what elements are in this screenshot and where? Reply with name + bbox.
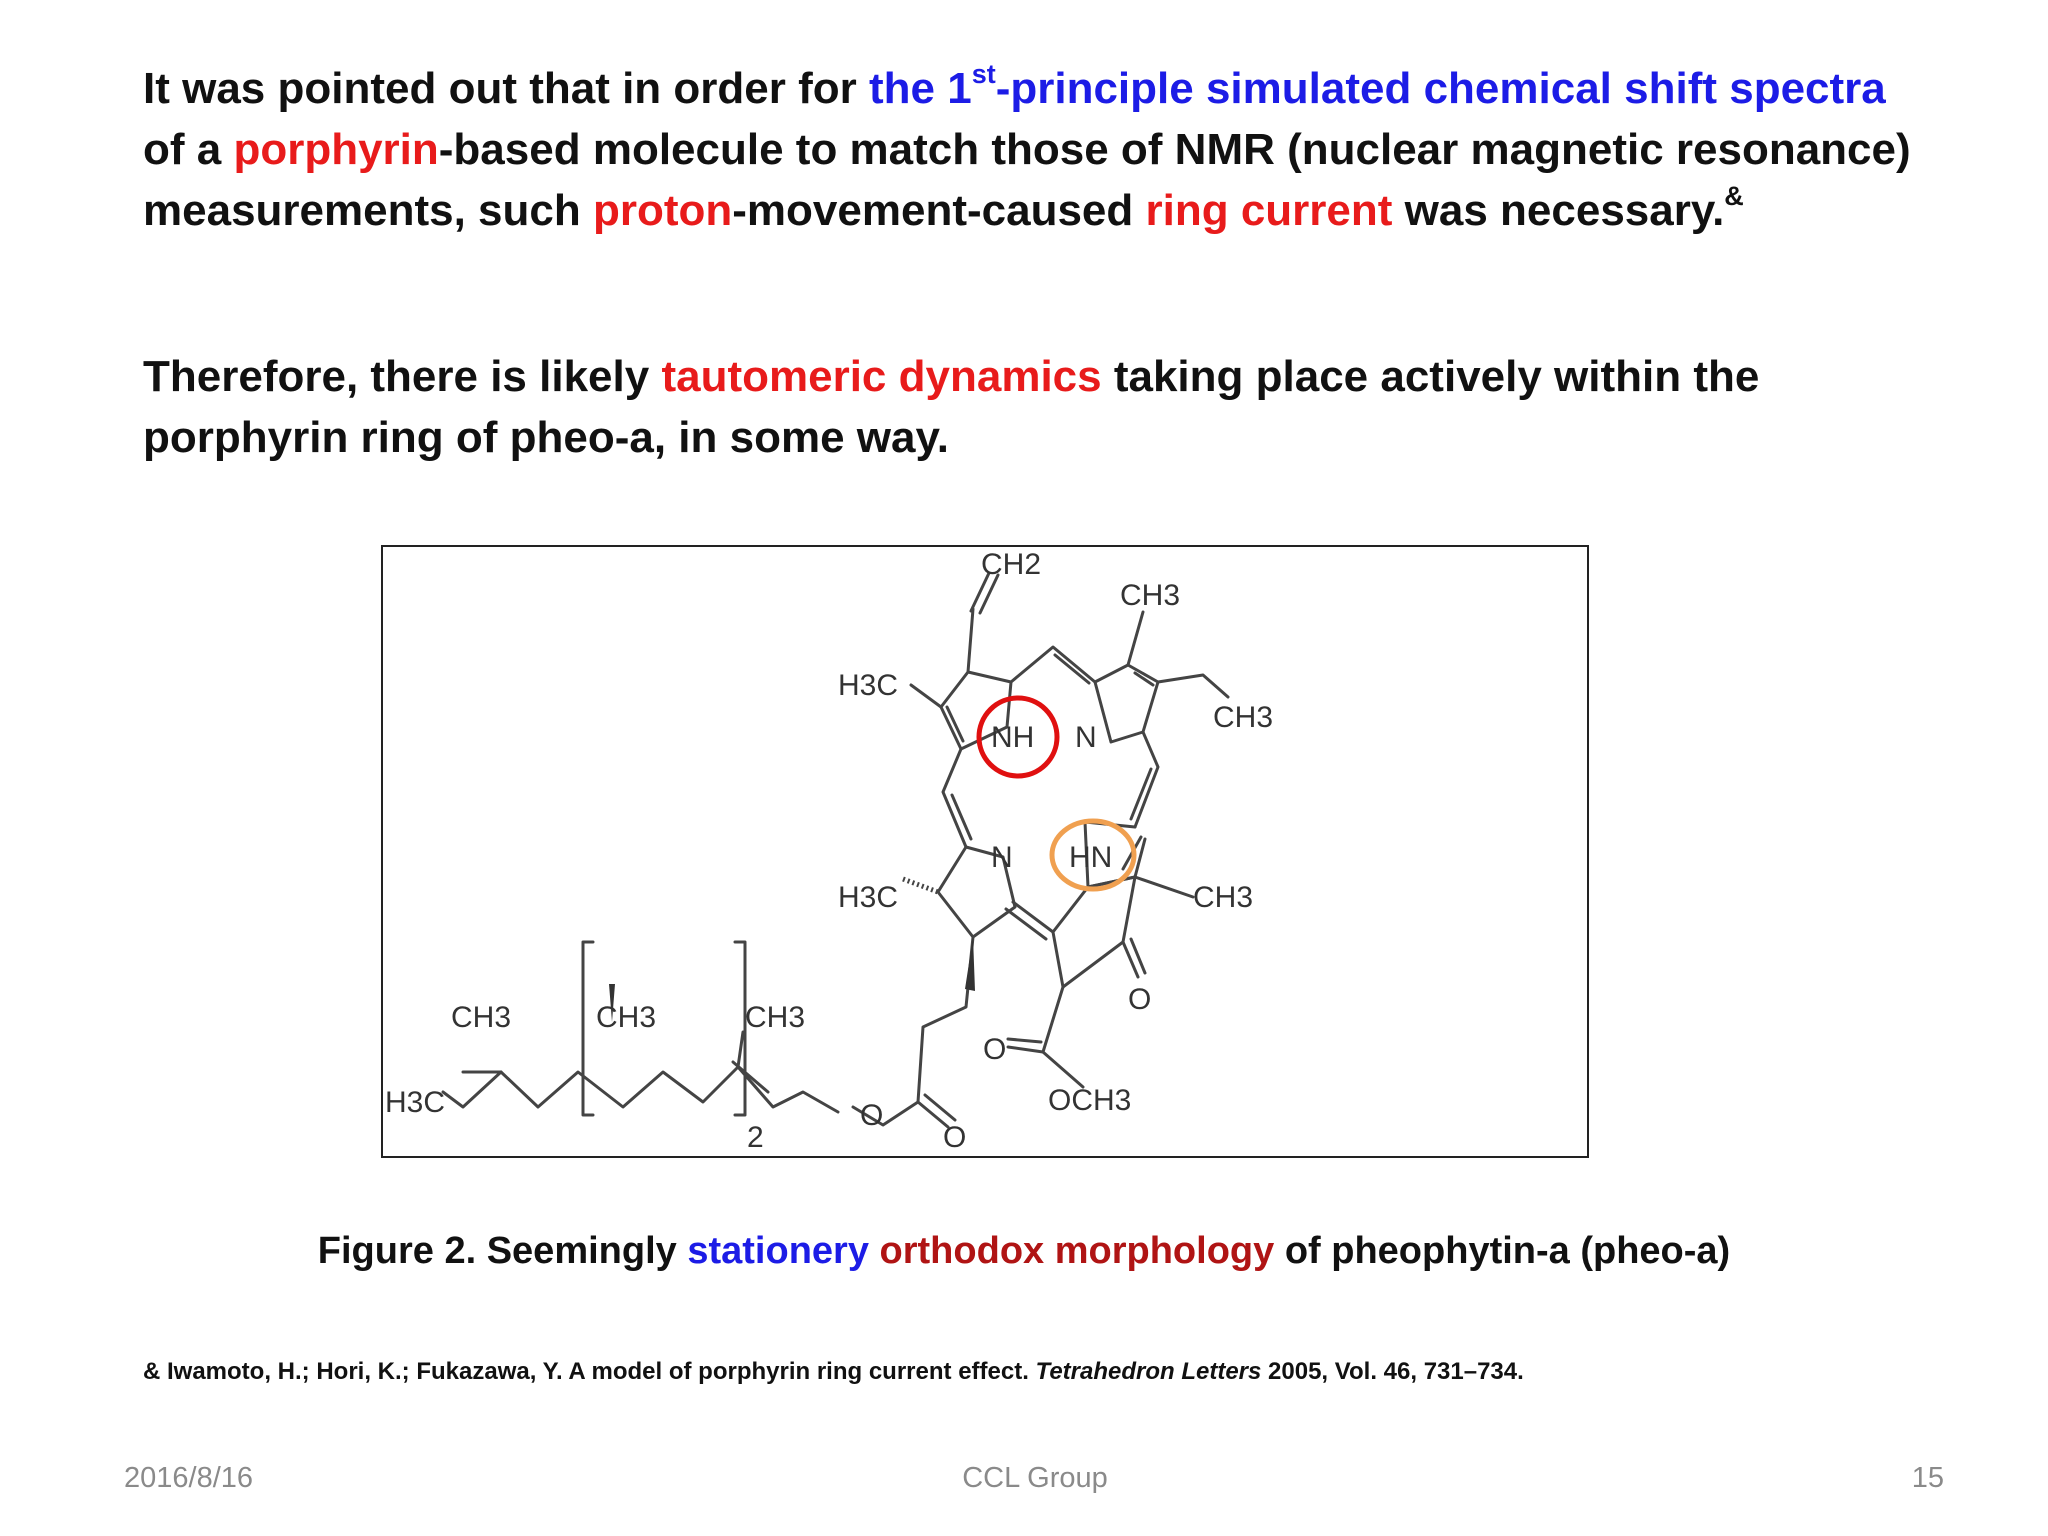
highlight-proton: proton [592, 186, 733, 235]
text-segment: -based molecule to match those of NMR (nuclear magnetic resonance) measurements, such [143, 125, 1911, 235]
label-ch3: CH3 [451, 1001, 512, 1034]
text-segment: -movement-caused [732, 186, 1146, 235]
label-n: N [1075, 721, 1097, 754]
label-ch3: CH3 [745, 1001, 806, 1034]
paragraph-tautomeric [143, 346, 1933, 468]
label-h3c: H3C [385, 1086, 446, 1119]
hashed-bond [903, 879, 938, 892]
paragraph-ring-current [143, 58, 1933, 241]
footer-page-number: 15 [1911, 1462, 1944, 1494]
text-segment: of a [143, 125, 234, 174]
label-ch3: CH3 [1193, 881, 1254, 914]
text-segment: was necessary. [1392, 186, 1725, 235]
text-segment: Figure 2. Seemingly [317, 1230, 688, 1272]
label-o: O [983, 1033, 1007, 1066]
label-n: N [991, 841, 1013, 874]
label-och3: OCH3 [1048, 1084, 1132, 1117]
pheophytin-structure-figure [381, 545, 1589, 1158]
journal-name: Tetrahedron Letters [1035, 1358, 1262, 1385]
text-segment: & Iwamoto, H.; Hori, K.; Fukazawa, Y. A model of porphyrin ring current effect. [143, 1358, 1036, 1385]
text-segment: of pheophytin-a (pheo-a) [1274, 1230, 1731, 1272]
highlight-orthodox-morphology: orthodox morphology [879, 1230, 1275, 1272]
highlight-ring-current: ring current [1145, 186, 1393, 235]
footnote-marker: & [1724, 181, 1744, 212]
label-ch3: CH3 [1213, 701, 1274, 734]
label-h3c: H3C [838, 669, 899, 702]
reference-citation [143, 1358, 1524, 1386]
footer-organization: CCL Group [962, 1462, 1108, 1494]
text-segment [869, 1230, 880, 1272]
text-segment: It was pointed out that in order for [143, 64, 869, 113]
highlight-stationery: stationery [687, 1230, 869, 1272]
footer-date: 2016/8/16 [124, 1462, 254, 1494]
label-h3c: H3C [838, 881, 899, 914]
label-nh: NH [991, 721, 1035, 754]
pheophytin-structure-diagram [383, 547, 1587, 1156]
highlight-porphyrin: porphyrin [233, 125, 439, 174]
label-ch2: CH2 [981, 548, 1042, 581]
text-segment: Therefore, there is likely [143, 352, 662, 401]
label-hn: HN [1069, 841, 1113, 874]
label-o: O [860, 1099, 884, 1132]
highlight-simulated-spectra: the 1st-principle simulated chemical shift spectra [868, 59, 1886, 113]
label-ch3: CH3 [1120, 579, 1181, 612]
label-o: O [1128, 983, 1152, 1016]
label-ch3: CH3 [596, 1001, 657, 1034]
figure-caption [0, 1225, 2048, 1277]
label-o: O [943, 1121, 967, 1154]
text-segment: taking place actively within the porphyrin ring of pheo-a, in some way. [143, 352, 1760, 462]
text-segment: 2005, Vol. 46, 731–734. [1261, 1358, 1524, 1385]
label-repeat-count: 2 [747, 1121, 764, 1154]
highlight-tautomeric-dynamics: tautomeric dynamics [661, 352, 1102, 401]
